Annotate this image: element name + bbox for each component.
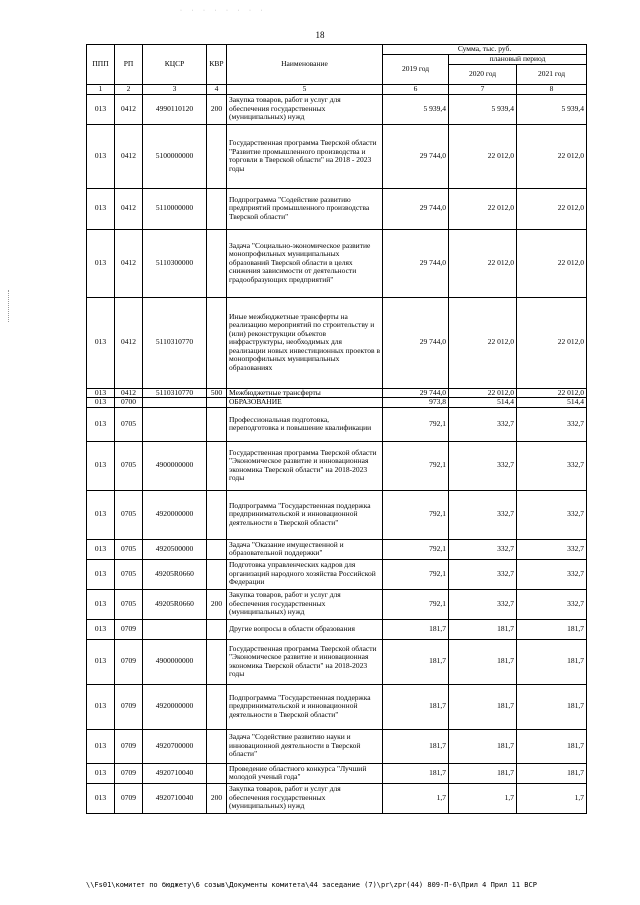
cell-2019: 792,1 (383, 559, 449, 589)
cell-2021: 22 012,0 (517, 297, 587, 388)
table-row (87, 684, 587, 729)
cell-ppp: 013 (87, 297, 115, 388)
cell-kvr (207, 619, 227, 639)
cell-2020: 22 012,0 (449, 188, 517, 229)
cell-rp: 0412 (115, 388, 143, 398)
cell-2021: 332,7 (517, 539, 587, 559)
header-kcsr: КЦСР (143, 45, 207, 85)
cell-name: ОБРАЗОВАНИЕ (227, 398, 383, 408)
cell-2021: 332,7 (517, 559, 587, 589)
cell-name: Межбюджетные трансферты (227, 388, 383, 398)
cell-kcsr: 49205R0660 (143, 559, 207, 589)
cell-name: Другие вопросы в области образования (227, 619, 383, 639)
cell-2021: 181,7 (517, 763, 587, 783)
budget-table (86, 44, 587, 814)
table-row (87, 388, 587, 398)
cell-kcsr: 4920000000 (143, 684, 207, 729)
cell-kvr (207, 229, 227, 297)
header-col-number: 2 (115, 85, 143, 95)
cell-kvr (207, 490, 227, 539)
cell-2021: 332,7 (517, 589, 587, 619)
cell-2021: 5 939,4 (517, 94, 587, 124)
cell-rp: 0705 (115, 490, 143, 539)
header-year-2020: 2020 год (449, 65, 517, 85)
cell-ppp: 013 (87, 124, 115, 188)
cell-2020: 514,4 (449, 398, 517, 408)
cell-2019: 181,7 (383, 763, 449, 783)
cell-kvr (207, 297, 227, 388)
cell-name: Подпрограмма "Содействие развитию предприятий промышленного производства Тверской области" (227, 188, 383, 229)
table-row (87, 619, 587, 639)
cell-kcsr: 49205R0660 (143, 589, 207, 619)
cell-kcsr (143, 619, 207, 639)
file-path-footer: \\Fs01\комитет по бюджету\6 созыв\Документы комитета\44 заседание (7)\pr\zpr(44) 809-П-6\Прил 4 Прил 11 ВСР (86, 881, 537, 889)
cell-2019: 29 744,0 (383, 124, 449, 188)
cell-rp: 0412 (115, 297, 143, 388)
cell-rp: 0412 (115, 94, 143, 124)
cell-kcsr: 4990110120 (143, 94, 207, 124)
cell-2019: 29 744,0 (383, 229, 449, 297)
table-row (87, 441, 587, 490)
cell-2019: 792,1 (383, 407, 449, 441)
cell-kvr (207, 729, 227, 763)
header-plan-period: плановый период (449, 55, 587, 65)
scan-artifact (8, 290, 10, 322)
cell-2019: 181,7 (383, 684, 449, 729)
cell-ppp: 013 (87, 589, 115, 619)
header-col-number: 6 (383, 85, 449, 95)
cell-2020: 181,7 (449, 729, 517, 763)
cell-2020: 332,7 (449, 589, 517, 619)
cell-kvr (207, 539, 227, 559)
cell-2021: 181,7 (517, 619, 587, 639)
header-year-2019: 2019 год (383, 55, 449, 85)
cell-2019: 792,1 (383, 539, 449, 559)
cell-2021: 332,7 (517, 407, 587, 441)
cell-ppp: 013 (87, 441, 115, 490)
header-col-number: 8 (517, 85, 587, 95)
cell-2021: 181,7 (517, 729, 587, 763)
cell-name: Государственная программа Тверской области "Экономическое развитие и инновационная экономика Тверской области" на 2018-2023 годы (227, 441, 383, 490)
cell-2020: 22 012,0 (449, 388, 517, 398)
cell-2019: 792,1 (383, 490, 449, 539)
cell-ppp: 013 (87, 229, 115, 297)
cell-kvr (207, 684, 227, 729)
cell-kcsr: 5110310770 (143, 388, 207, 398)
table-row (87, 398, 587, 408)
cell-ppp: 013 (87, 729, 115, 763)
header-col-number: 1 (87, 85, 115, 95)
cell-rp: 0412 (115, 229, 143, 297)
cell-ppp: 013 (87, 490, 115, 539)
cell-kcsr: 5110310770 (143, 297, 207, 388)
header-sum: Сумма, тыс. руб. (383, 45, 587, 55)
cell-ppp: 013 (87, 783, 115, 813)
cell-ppp: 013 (87, 559, 115, 589)
cell-rp: 0709 (115, 619, 143, 639)
cell-kvr (207, 188, 227, 229)
cell-2019: 29 744,0 (383, 297, 449, 388)
cell-kvr: 200 (207, 589, 227, 619)
cell-rp: 0705 (115, 407, 143, 441)
cell-name: Закупка товаров, работ и услуг для обеспечения государственных (муниципальных) нужд (227, 94, 383, 124)
cell-kcsr (143, 398, 207, 408)
cell-ppp: 013 (87, 407, 115, 441)
cell-2020: 332,7 (449, 539, 517, 559)
cell-kcsr: 4920710040 (143, 783, 207, 813)
cell-ppp: 013 (87, 763, 115, 783)
table-row (87, 94, 587, 124)
cell-2021: 181,7 (517, 639, 587, 684)
cell-name: Закупка товаров, работ и услуг для обеспечения государственных (муниципальных) нужд (227, 589, 383, 619)
cell-ppp: 013 (87, 388, 115, 398)
cell-2019: 181,7 (383, 729, 449, 763)
cell-name: Подпрограмма "Государственная поддержка предпринимательской и инновационной деятельности в Тверской области" (227, 490, 383, 539)
cell-2020: 22 012,0 (449, 124, 517, 188)
scan-artifact: · · · · · · · · (180, 8, 267, 14)
cell-ppp: 013 (87, 398, 115, 408)
header-year-2021: 2021 год (517, 65, 587, 85)
cell-kcsr: 4920500000 (143, 539, 207, 559)
cell-rp: 0412 (115, 124, 143, 188)
cell-2020: 181,7 (449, 684, 517, 729)
cell-2019: 792,1 (383, 589, 449, 619)
table-row (87, 639, 587, 684)
cell-kvr (207, 398, 227, 408)
cell-kvr: 200 (207, 94, 227, 124)
cell-2020: 181,7 (449, 639, 517, 684)
table-row (87, 783, 587, 813)
table-row (87, 188, 587, 229)
table-row (87, 589, 587, 619)
cell-name: Задача "Содействие развитию науки и инновационной деятельности в Тверской области" (227, 729, 383, 763)
cell-rp: 0709 (115, 639, 143, 684)
cell-name: Задача "Социально-экономическое развитие монопрофильных муниципальных образований Тверской области в целях снижения зависимости от деятельности градообразующих предприятий" (227, 229, 383, 297)
cell-name: Закупка товаров, работ и услуг для обеспечения государственных (муниципальных) нужд (227, 783, 383, 813)
cell-rp: 0709 (115, 763, 143, 783)
header-rp: РП (115, 45, 143, 85)
cell-rp: 0709 (115, 783, 143, 813)
cell-kvr (207, 124, 227, 188)
header-name: Наименование (227, 45, 383, 85)
cell-kvr (207, 559, 227, 589)
cell-kcsr (143, 407, 207, 441)
cell-2021: 22 012,0 (517, 188, 587, 229)
table-row (87, 297, 587, 388)
cell-kcsr: 4900000000 (143, 441, 207, 490)
page-number: 18 (315, 30, 325, 40)
cell-2020: 332,7 (449, 407, 517, 441)
cell-kcsr: 4920000000 (143, 490, 207, 539)
header-col-number: 7 (449, 85, 517, 95)
cell-ppp: 013 (87, 684, 115, 729)
cell-2019: 1,7 (383, 783, 449, 813)
cell-kcsr: 5110000000 (143, 188, 207, 229)
cell-2020: 181,7 (449, 763, 517, 783)
cell-kvr (207, 441, 227, 490)
cell-ppp: 013 (87, 94, 115, 124)
table-row (87, 407, 587, 441)
cell-rp: 0705 (115, 441, 143, 490)
cell-2019: 973,8 (383, 398, 449, 408)
cell-rp: 0412 (115, 188, 143, 229)
cell-2020: 22 012,0 (449, 229, 517, 297)
cell-rp: 0700 (115, 398, 143, 408)
cell-name: Государственная программа Тверской области "Развитие промышленного производства и торговли в Тверской области" на 2018 - 2023 годы (227, 124, 383, 188)
cell-2020: 181,7 (449, 619, 517, 639)
cell-ppp: 013 (87, 188, 115, 229)
cell-rp: 0705 (115, 589, 143, 619)
table-row (87, 229, 587, 297)
cell-2020: 332,7 (449, 490, 517, 539)
cell-kcsr: 4920710040 (143, 763, 207, 783)
table-row (87, 763, 587, 783)
cell-kvr (207, 763, 227, 783)
cell-kvr: 500 (207, 388, 227, 398)
cell-rp: 0709 (115, 684, 143, 729)
cell-kcsr: 4900000000 (143, 639, 207, 684)
cell-rp: 0705 (115, 539, 143, 559)
cell-2021: 332,7 (517, 441, 587, 490)
cell-ppp: 013 (87, 639, 115, 684)
cell-kcsr: 5100000000 (143, 124, 207, 188)
cell-2021: 22 012,0 (517, 124, 587, 188)
cell-name: Подпрограмма "Государственная поддержка предпринимательской и инновационной деятельности в Тверской области" (227, 684, 383, 729)
table-row (87, 539, 587, 559)
header-col-number: 3 (143, 85, 207, 95)
cell-kvr (207, 639, 227, 684)
cell-kvr: 200 (207, 783, 227, 813)
cell-2021: 1,7 (517, 783, 587, 813)
cell-name: Государственная программа Тверской области "Экономическое развитие и инновационная экономика Тверской области" на 2018-2023 годы (227, 639, 383, 684)
header-col-number: 5 (227, 85, 383, 95)
cell-2020: 1,7 (449, 783, 517, 813)
cell-2019: 181,7 (383, 639, 449, 684)
cell-2019: 792,1 (383, 441, 449, 490)
cell-name: Иные межбюджетные трансферты на реализацию мероприятий по строительству и (или) реконструкции объектов инфраструктуры, необходимых для реализации новых инвестиционных проектов в монопрофильных муниципальных образованиях (227, 297, 383, 388)
cell-name: Профессиональная подготовка, переподготовка и повышение квалификации (227, 407, 383, 441)
cell-2021: 332,7 (517, 490, 587, 539)
cell-ppp: 013 (87, 619, 115, 639)
cell-2020: 332,7 (449, 441, 517, 490)
cell-ppp: 013 (87, 539, 115, 559)
cell-2019: 181,7 (383, 619, 449, 639)
header-kvr: КВР (207, 45, 227, 85)
cell-2021: 181,7 (517, 684, 587, 729)
cell-2019: 29 744,0 (383, 188, 449, 229)
cell-name: Проведение областного конкурса "Лучший молодой ученый года" (227, 763, 383, 783)
table-row (87, 490, 587, 539)
header-col-number: 4 (207, 85, 227, 95)
cell-kcsr: 5110300000 (143, 229, 207, 297)
cell-2021: 514,4 (517, 398, 587, 408)
cell-2021: 22 012,0 (517, 388, 587, 398)
cell-kcsr: 4920700000 (143, 729, 207, 763)
cell-2020: 5 939,4 (449, 94, 517, 124)
table-row (87, 559, 587, 589)
cell-name: Подготовка управленческих кадров для организаций народного хозяйства Российской Федерации (227, 559, 383, 589)
cell-rp: 0705 (115, 559, 143, 589)
cell-rp: 0709 (115, 729, 143, 763)
header-ppp: ППП (87, 45, 115, 85)
table-row (87, 729, 587, 763)
cell-kvr (207, 407, 227, 441)
cell-2021: 22 012,0 (517, 229, 587, 297)
cell-2020: 332,7 (449, 559, 517, 589)
cell-2020: 22 012,0 (449, 297, 517, 388)
cell-name: Задача "Оказание имущественной и образовательной поддержки" (227, 539, 383, 559)
cell-2019: 29 744,0 (383, 388, 449, 398)
table-row (87, 124, 587, 188)
cell-2019: 5 939,4 (383, 94, 449, 124)
